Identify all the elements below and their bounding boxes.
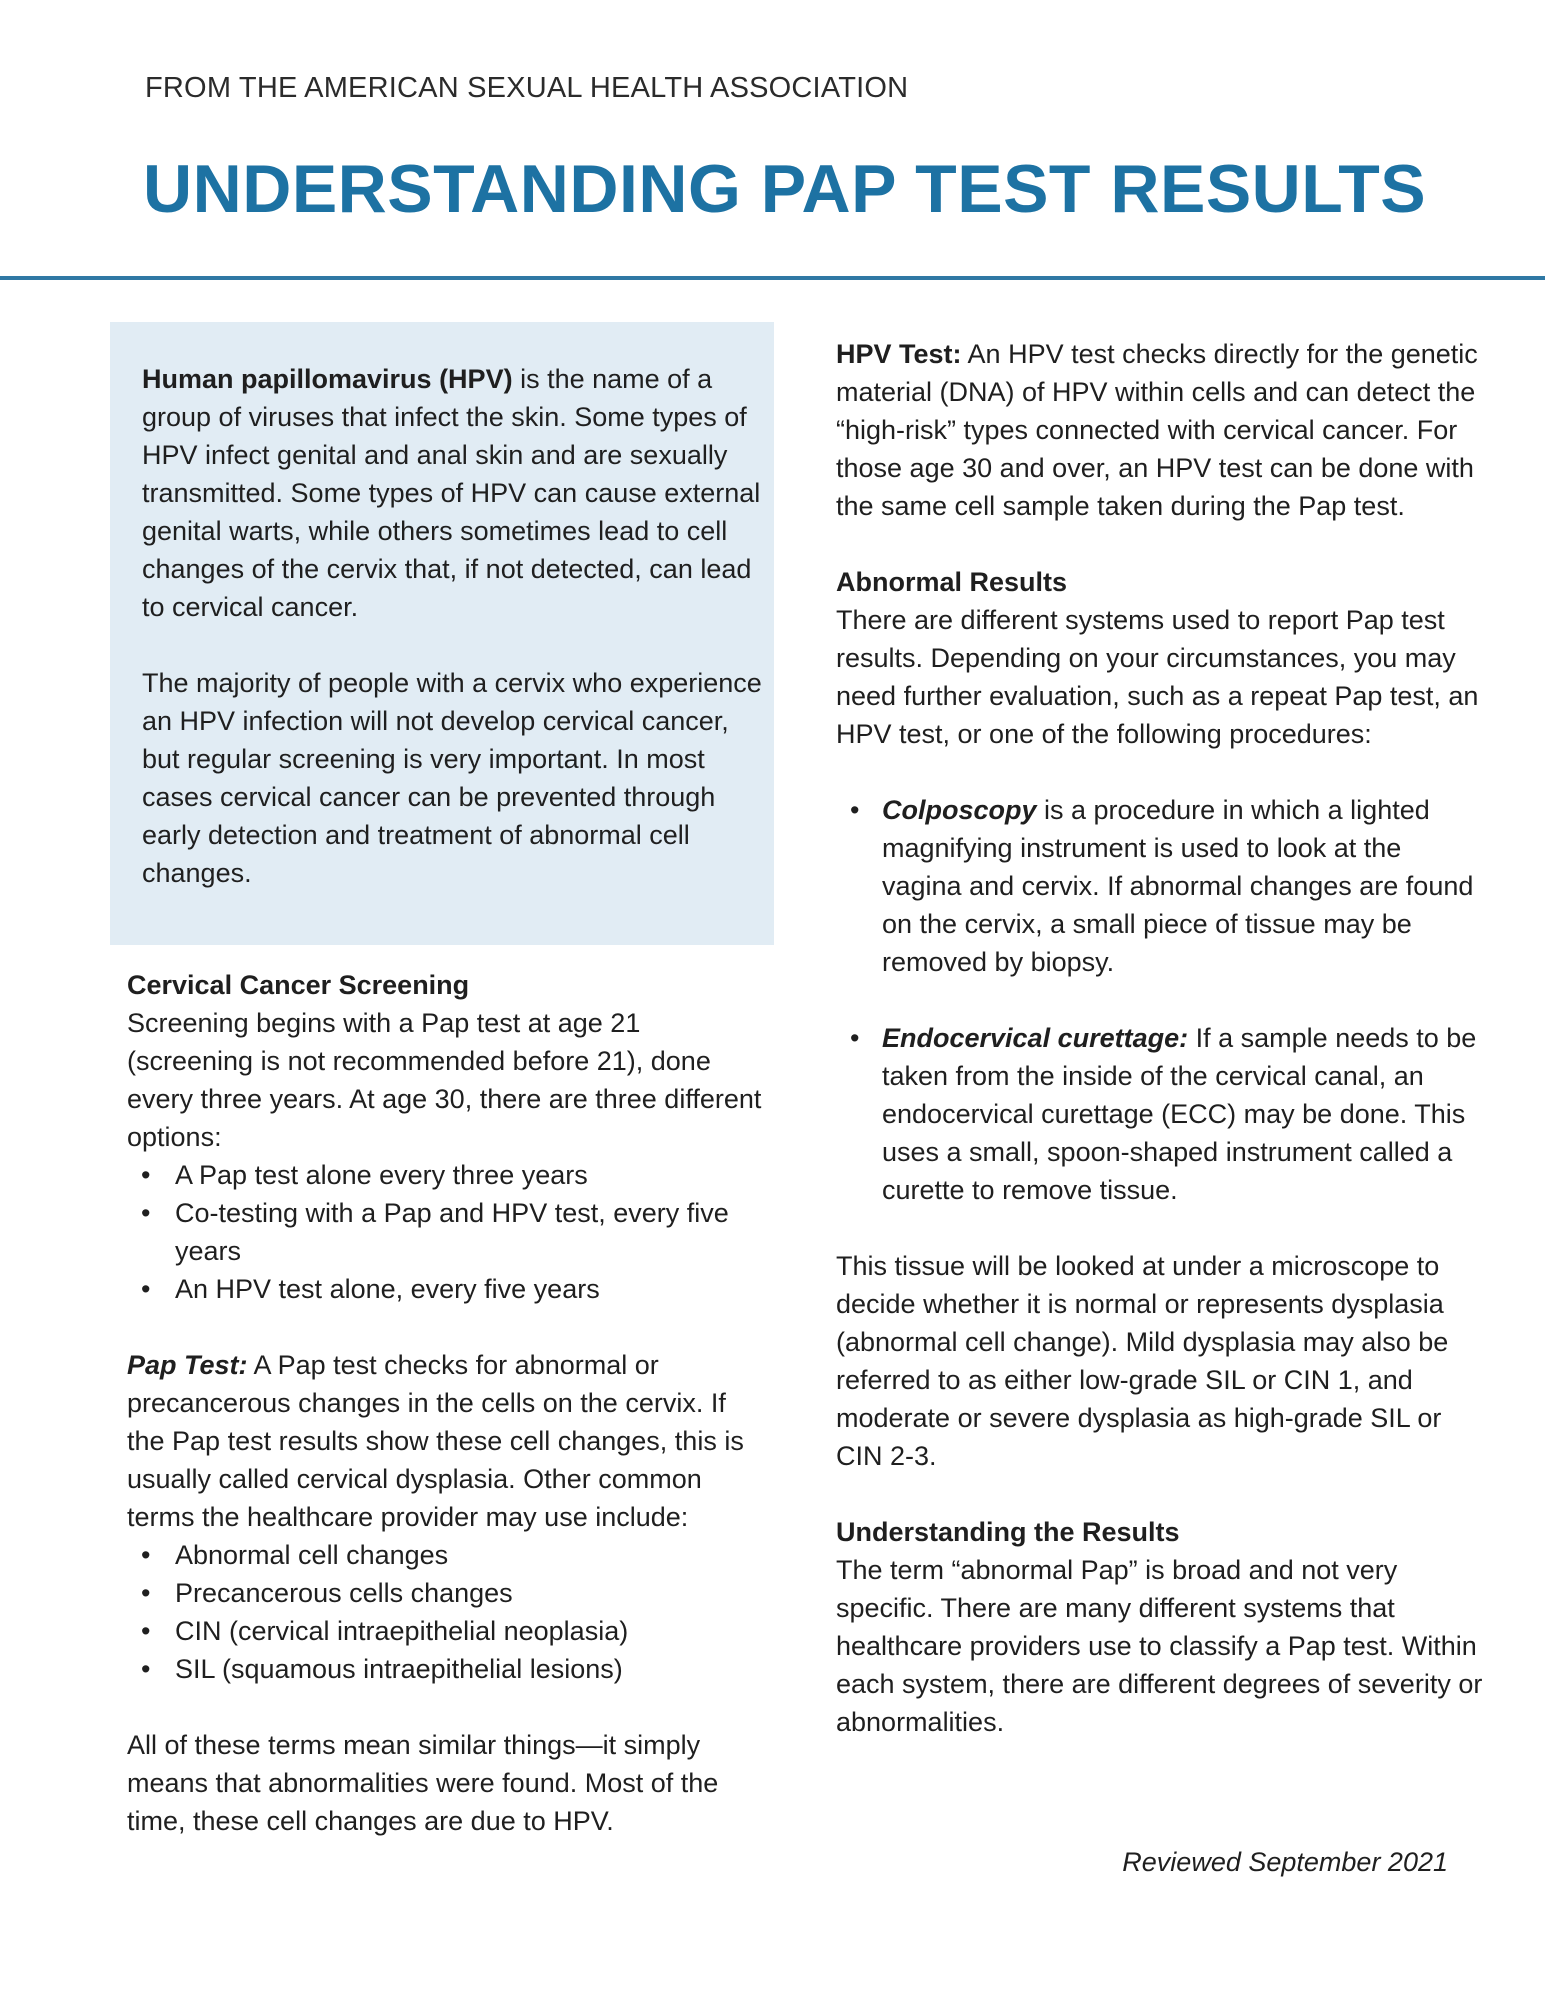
screening-heading: Cervical Cancer Screening: [127, 970, 470, 1000]
hpv-test-text: An HPV test checks directly for the genetic material (DNA) of HPV within cells and can detect the “high-risk” types connected with cervical cancer. For those age 30 and over, an HPV test can be done with the same cell sample taken during the Pap test.: [836, 339, 1478, 521]
list-spacer: [836, 981, 1486, 1019]
pap-test-text: A Pap test checks for abnormal or precancerous changes in the cells on the cervix. If the Pap test results show these cell changes, this is usually called cervical dysplasia. Other common terms the healthcare provider may use include:: [127, 1350, 744, 1532]
procedure-name: Endocervical curettage:: [882, 1023, 1189, 1053]
procedure-text: is a procedure in which a lighted magnifying instrument is used to look at the vagina and cervix. If abnormal changes are found on the cervix, a small piece of tissue may be removed by biopsy.: [882, 795, 1474, 977]
pap-terms-list: [127, 1536, 767, 1688]
tissue-paragraph: This tissue will be looked at under a microscope to decide whether it is normal or represents dysplasia (abnormal cell change). Mild dysplasia may also be referred to as either low-grade SIL or CIN 1, and moderate or severe dysplasia as high-grade SIL or CIN 2-3.: [836, 1251, 1449, 1471]
left-column: [127, 966, 767, 1840]
list-item: • CIN (cervical intraepithelial neoplasia): [127, 1612, 767, 1650]
hpv-intro-box: [110, 322, 774, 945]
screening-text: Screening begins with a Pap test at age 21 (screening is not recommended before 21), done every three years. At age 30, there are three different options:: [127, 1008, 762, 1152]
abnormal-results-heading: Abnormal Results: [836, 567, 1068, 597]
list-item: • Precancerous cells changes: [127, 1574, 767, 1612]
procedure-name: Colposcopy: [882, 795, 1037, 825]
hpv-term: Human papillomavirus (HPV): [142, 364, 513, 394]
hpv-intro-text: is the name of a group of viruses that infect the skin. Some types of HPV infect genital and anal skin and are sexually transmitted. Some types of HPV can cause external genital warts, while others sometimes lead to cell changes of the cervix that, if not detected, can lead to cervical cancer.: [142, 364, 761, 622]
screening-options-list: [127, 1156, 767, 1308]
list-item: • A Pap test alone every three years: [127, 1156, 767, 1194]
organization-label: FROM THE AMERICAN SEXUAL HEALTH ASSOCIATION: [145, 72, 909, 104]
right-column: [836, 335, 1486, 1741]
hpv-intro-paragraph: [142, 360, 762, 626]
list-item: • An HPV test alone, every five years: [127, 1270, 767, 1308]
procedure-text: If a sample needs to be taken from the inside of the cervical canal, an endocervical curettage (ECC) may be done. This uses a small, spoon-shaped instrument called a curette to remove tissue.: [882, 1023, 1477, 1205]
reviewed-date: Reviewed September 2021: [1122, 1847, 1448, 1877]
list-item: • SIL (squamous intraepithelial lesions): [127, 1650, 767, 1688]
list-item: • Abnormal cell changes: [127, 1536, 767, 1574]
hpv-test-label: HPV Test:: [836, 339, 962, 369]
understanding-heading: Understanding the Results: [836, 1517, 1180, 1547]
procedure-colposcopy: [836, 791, 1486, 981]
understanding-text: The term “abnormal Pap” is broad and not very specific. There are many different systems that healthcare providers use to classify a Pap test. Within each system, there are different degrees of severity or abnormalities.: [836, 1555, 1483, 1737]
list-item: • Co-testing with a Pap and HPV test, every five years: [127, 1194, 767, 1270]
header-divider: [0, 276, 1545, 280]
pap-test-paragraph: [127, 1346, 767, 1536]
terms-summary: All of these terms mean similar things—it simply means that abnormalities were found. Most of the time, these cell changes are due to HPV.: [127, 1730, 719, 1836]
procedure-curettage: [836, 1019, 1486, 1209]
page-title: UNDERSTANDING PAP TEST RESULTS: [143, 151, 1427, 227]
pap-test-label: Pap Test:: [127, 1350, 248, 1380]
procedures-list: [836, 791, 1486, 1209]
abnormal-results-text: There are different systems used to report Pap test results. Depending on your circumstances, you may need further evaluation, such as a repeat Pap test, an HPV test, or one of the following procedures:: [836, 605, 1479, 749]
hpv-majority-paragraph: The majority of people with a cervix who experience an HPV infection will not develop cervical cancer, but regular screening is very important. In most cases cervical cancer can be prevented through early detection and treatment of abnormal cell changes.: [142, 668, 762, 888]
hpv-test-paragraph: [836, 335, 1486, 525]
